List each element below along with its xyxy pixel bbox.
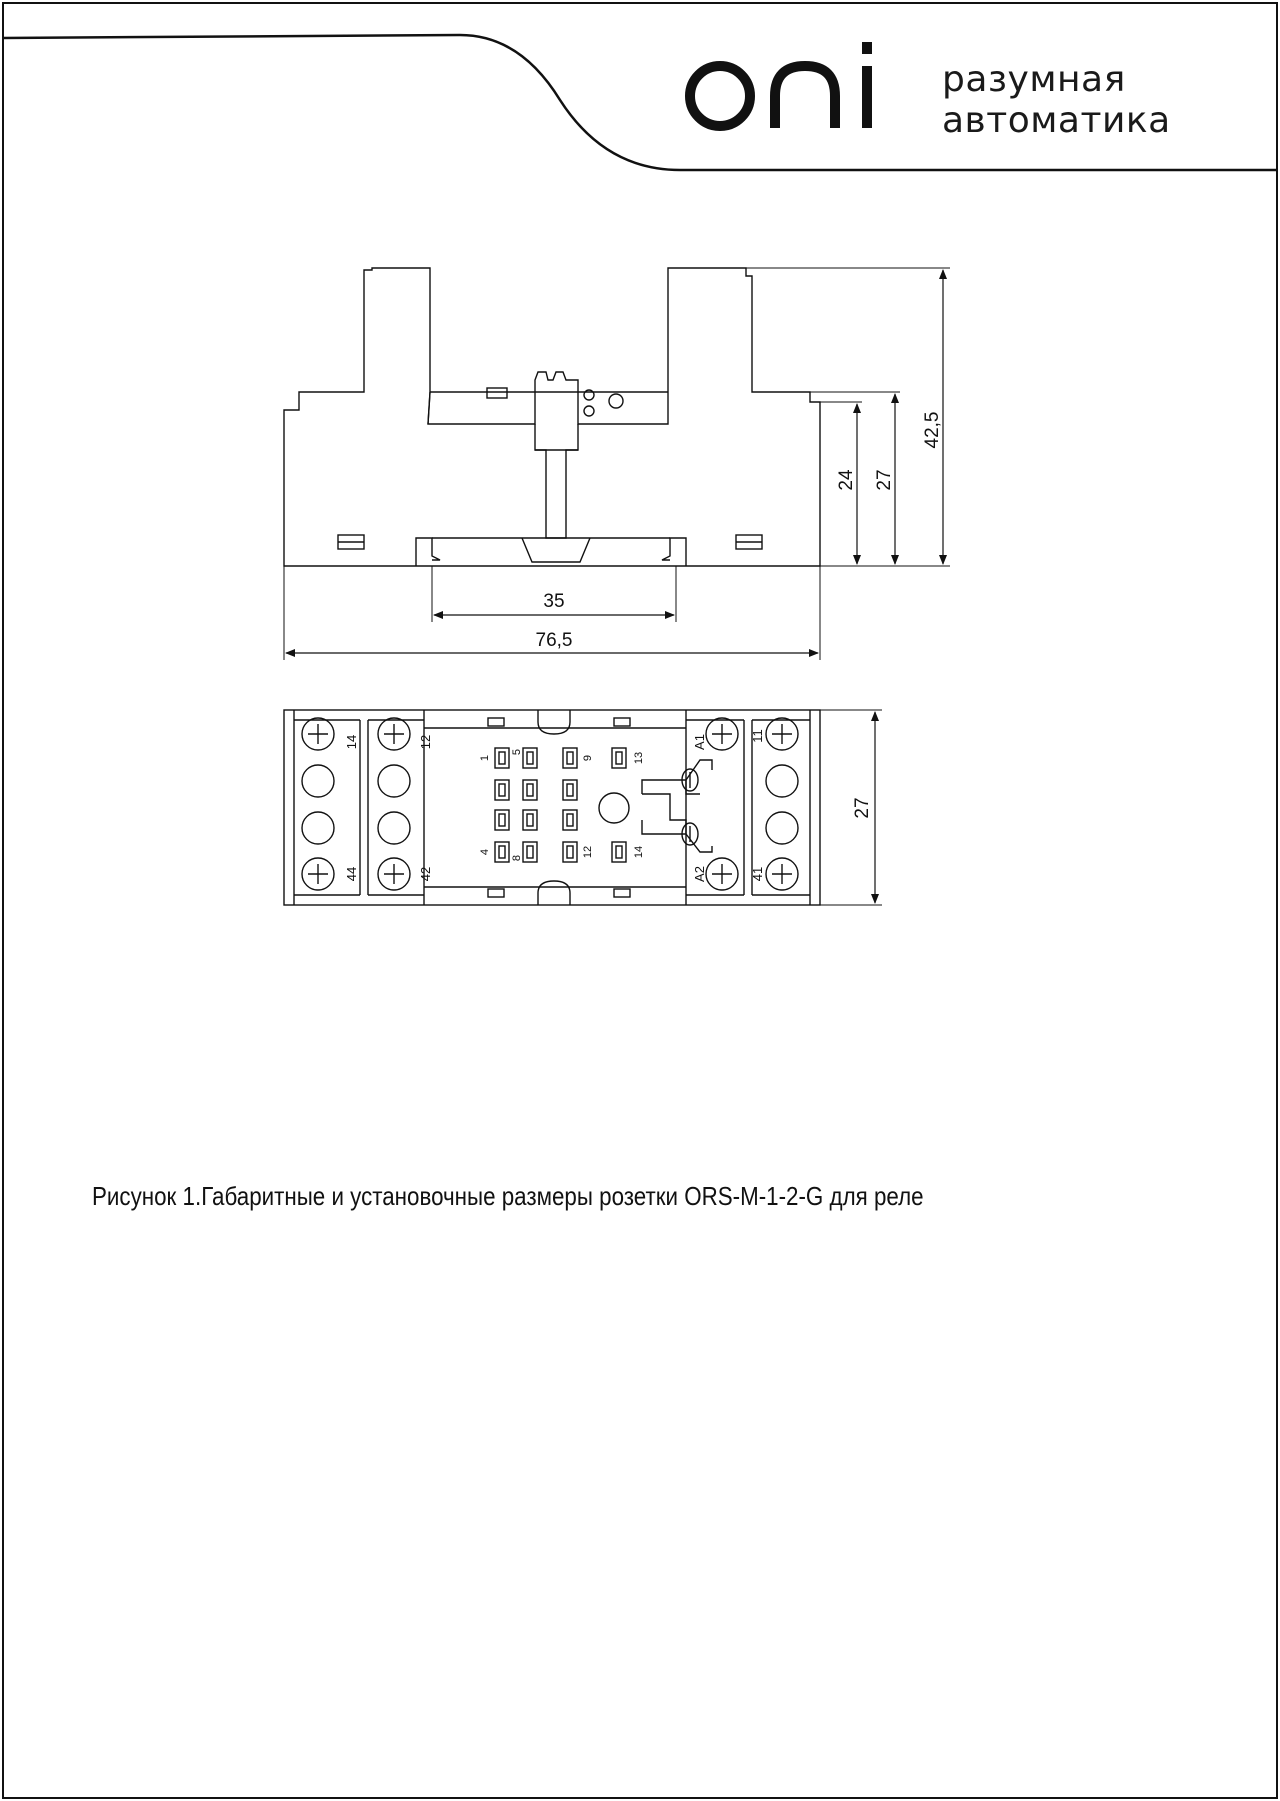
screw-A2 [706, 858, 738, 890]
dim-label-27: 27 [874, 469, 895, 491]
terminal-label-11: 11 [750, 729, 765, 743]
dim-label-76-5: 76,5 [535, 630, 573, 651]
terminal-label-42: 42 [418, 866, 433, 882]
pin-label-13: 13 [633, 751, 645, 765]
screw-11 [766, 718, 798, 750]
pin-label-14: 14 [633, 845, 645, 859]
terminal-label-41: 41 [750, 866, 765, 882]
screw-41 [766, 858, 798, 890]
terminal-label-A1: A1 [692, 734, 707, 750]
brand-tagline-line1: разумная [942, 59, 1126, 100]
pin-label-5: 5 [511, 748, 523, 756]
screw-44 [302, 858, 334, 890]
pin-label-4: 4 [479, 848, 491, 856]
dim-label-35: 35 [543, 591, 565, 612]
top-view-drawing [0, 690, 1280, 930]
figure-caption: Рисунок 1.Габаритные и установочные размеры розетки ORS-M-1-2-G для реле [92, 1181, 924, 1211]
pin-label-9: 9 [582, 754, 594, 762]
pin-label-8: 8 [511, 854, 523, 862]
terminal-label-A2: A2 [692, 866, 707, 882]
dim-label-24: 24 [836, 469, 857, 491]
screw-12 [378, 718, 410, 750]
dim-label-42-5: 42,5 [922, 411, 943, 449]
screw-A1 [706, 718, 738, 750]
terminal-label-14: 14 [344, 734, 359, 750]
side-body-outline [284, 268, 820, 566]
pin-label-1: 1 [479, 754, 491, 762]
dim-label-top-27: 27 [852, 797, 873, 819]
screw-42 [378, 858, 410, 890]
side-view-drawing [0, 0, 1280, 700]
terminal-label-44: 44 [344, 866, 359, 882]
brand-tagline-line2: автоматика [942, 100, 1171, 141]
top-body-outline [284, 710, 820, 905]
pin-sockets [495, 748, 626, 862]
screw-14 [302, 718, 334, 750]
terminal-label-12: 12 [418, 734, 433, 750]
pin-label-12: 12 [582, 845, 594, 859]
